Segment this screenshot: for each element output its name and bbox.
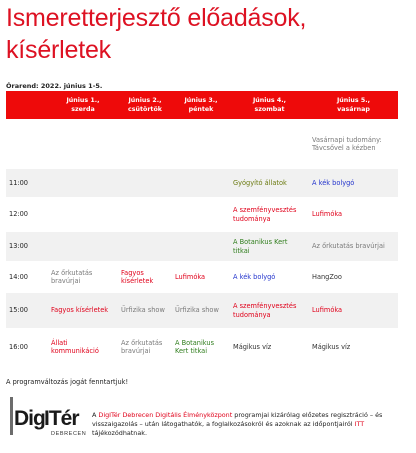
footer-link-digiter[interactable]: DigITér Debrecen Digitális Élményközpont <box>98 411 233 419</box>
table-row <box>6 261 398 293</box>
footer-prefix: A <box>92 411 99 419</box>
header-day-4: Június 4., szombat <box>230 91 309 119</box>
logo-text-city: DEBRECEN <box>51 431 87 437</box>
footer-suffix: tájékozódhatnak. <box>92 429 148 438</box>
table-cell: Vasárnapi tudomány: Távcsővel a kézben <box>309 119 398 169</box>
table-row <box>6 328 398 366</box>
table-cell[interactable]: Lufimóka <box>309 197 398 232</box>
table-cell[interactable]: Fagyos kísérletek <box>118 261 172 293</box>
table-cell <box>48 169 118 197</box>
title-line-1: Ismeretterjesztő előadások, <box>6 4 307 32</box>
table-cell[interactable]: Állati kommunikáció <box>48 328 118 366</box>
time-cell: 15:00 <box>6 293 48 328</box>
schedule-table <box>6 91 398 366</box>
table-cell <box>172 169 230 197</box>
table-row <box>6 119 398 169</box>
table-cell[interactable]: Űrfizika show <box>172 293 230 328</box>
header-day-3: Június 3., péntek <box>172 91 230 119</box>
footer-text <box>92 411 408 439</box>
logo-text-dig: Dig <box>14 407 45 430</box>
table-cell[interactable]: Az őrkutatás bravúrjai <box>118 328 172 366</box>
time-cell: 14:00 <box>6 261 48 293</box>
table-row <box>6 293 398 328</box>
table-cell <box>48 232 118 261</box>
table-cell[interactable]: Az őrkutatás bravúrjai <box>309 232 398 261</box>
table-cell[interactable]: Lufimóka <box>309 293 398 328</box>
table-cell[interactable]: A kék bolygó <box>309 169 398 197</box>
table-cell[interactable]: HangZoo <box>309 261 398 293</box>
table-cell <box>48 119 118 169</box>
table-cell <box>48 197 118 232</box>
footer-middle: programjai kizárólag előzetes regisztráció – és visszaigazolás – után látogathatók, a foglalkozásokról és azoknak az időpontjairól <box>92 411 383 429</box>
header-day-2: Június 2., csütörtök <box>118 91 172 119</box>
table-cell <box>172 119 230 169</box>
table-cell[interactable]: Űrfizika show <box>118 293 172 328</box>
header-day-1: Június 1., szerda <box>48 91 118 119</box>
table-cell[interactable]: A szemfényvesztés tudománya <box>230 293 309 328</box>
table-cell[interactable]: A szemfényvesztés tudománya <box>230 197 309 232</box>
table-cell <box>118 119 172 169</box>
table-cell <box>118 169 172 197</box>
table-cell <box>172 197 230 232</box>
page-title <box>6 2 406 66</box>
digiter-logo <box>7 396 87 440</box>
table-cell <box>172 232 230 261</box>
table-cell[interactable]: Lufimóka <box>172 261 230 293</box>
table-cell <box>118 197 172 232</box>
table-cell[interactable]: Az őrkutatás bravúrjai <box>48 261 118 293</box>
table-cell[interactable]: A kék bolygó <box>230 261 309 293</box>
footer-link-itt[interactable]: ITT <box>354 420 365 429</box>
table-cell <box>118 232 172 261</box>
time-cell: 16:00 <box>6 328 48 366</box>
time-cell: 13:00 <box>6 232 48 261</box>
time-cell: 12:00 <box>6 197 48 232</box>
table-row <box>6 197 398 232</box>
table-cell[interactable]: A Botanikus Kert titkai <box>230 232 309 261</box>
time-cell: 11:00 <box>6 169 48 197</box>
title-line-2: kísérletek <box>6 36 111 64</box>
header-day-5: Június 5., vasárnap <box>309 91 398 119</box>
header-time <box>6 91 48 119</box>
table-row <box>6 232 398 261</box>
table-cell <box>230 119 309 169</box>
time-cell <box>6 119 48 169</box>
table-cell[interactable]: A Botanikus Kert titkai <box>172 328 230 366</box>
table-row <box>6 169 398 197</box>
table-cell[interactable]: Mágikus víz <box>309 328 398 366</box>
table-cell[interactable]: Fagyos kísérletek <box>48 293 118 328</box>
logo-text-iter: ITér <box>44 407 79 430</box>
program-change-notice: A programváltozás jogát fenntartjuk! <box>6 378 129 386</box>
table-cell[interactable]: Gyógyító állatok <box>230 169 309 197</box>
header-row <box>6 91 398 119</box>
schedule-label: Órarend: 2022. június 1-5. <box>6 82 103 90</box>
table-cell[interactable]: Mágikus víz <box>230 328 309 366</box>
